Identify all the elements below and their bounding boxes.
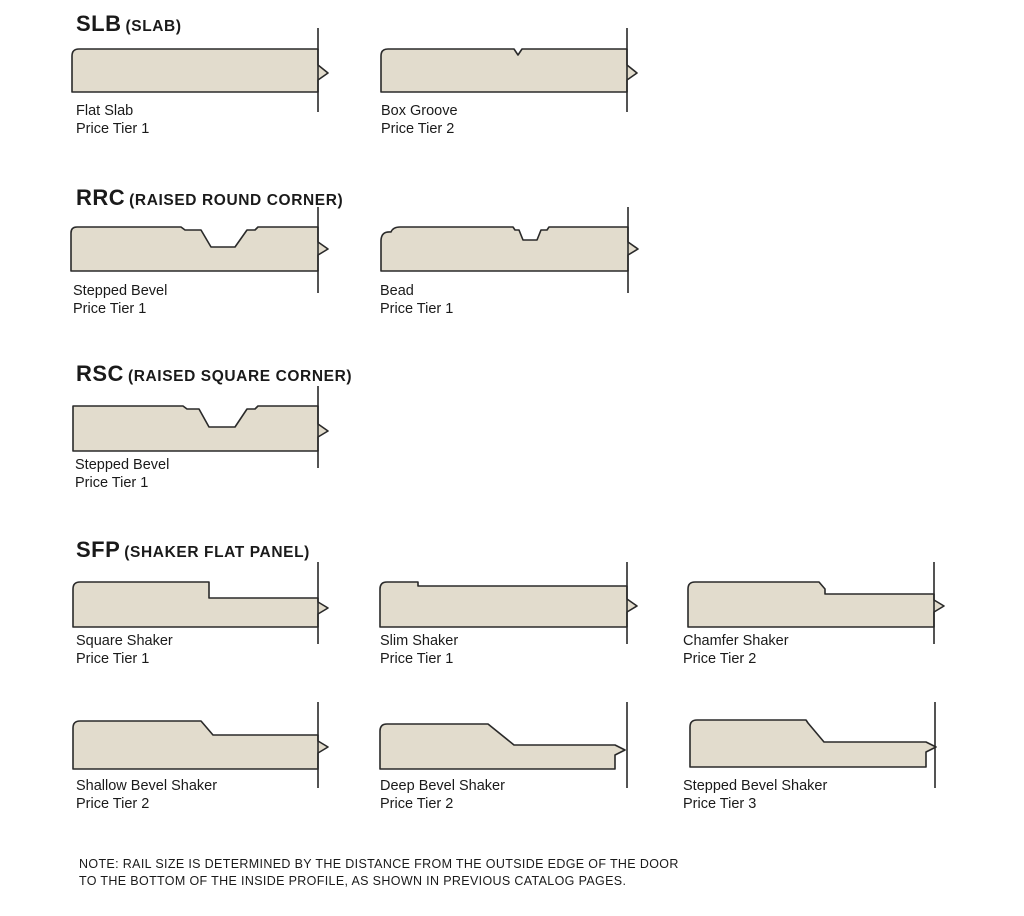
caption-slim-shaker — [380, 632, 458, 668]
price-tier: Price Tier 1 — [75, 475, 149, 491]
profile-name: Stepped Bevel — [73, 283, 168, 299]
box-groove-shape — [381, 49, 637, 92]
section-title-sfp — [76, 538, 310, 562]
profile-name: Slim Shaker — [380, 633, 459, 649]
square-shaker-shape — [73, 582, 328, 627]
price-tier: Price Tier 1 — [380, 651, 454, 667]
section-title-rsc — [76, 362, 352, 386]
footnote-line-2: TO THE BOTTOM OF THE INSIDE PROFILE, AS SHOWN IN PREVIOUS CATALOG PAGES. — [79, 874, 627, 888]
chamfer-shaker-shape — [688, 582, 944, 627]
profile-name: Chamfer Shaker — [683, 633, 789, 649]
profile-name: Deep Bevel Shaker — [380, 778, 505, 794]
price-tier: Price Tier 2 — [381, 121, 455, 137]
section-code: SLB — [76, 11, 122, 36]
box-groove-profile-drawing — [381, 28, 641, 98]
caption-flat-slab — [76, 102, 149, 138]
caption-deep-bevel-shaker — [380, 777, 505, 813]
profile-name: Bead — [380, 283, 414, 299]
profile-name: Square Shaker — [76, 633, 173, 649]
price-tier: Price Tier 1 — [380, 301, 454, 317]
section-code: RRC — [76, 185, 126, 210]
price-tier: Price Tier 2 — [683, 651, 757, 667]
caption-box-groove — [381, 102, 458, 138]
deep-bevel-shaker-shape — [380, 724, 625, 769]
rsc-stepped-bevel-shape — [73, 406, 328, 451]
slim-shaker-shape — [380, 582, 637, 627]
price-tier: Price Tier 2 — [380, 796, 454, 812]
section-name: (RAISED SQUARE CORNER) — [127, 368, 353, 385]
caption-rrc-stepped-bevel — [73, 282, 167, 318]
caption-rsc-stepped-bevel — [75, 456, 169, 492]
price-tier: Price Tier 2 — [76, 796, 150, 812]
profile-name: Flat Slab — [76, 103, 134, 119]
price-tier: Price Tier 1 — [76, 121, 150, 137]
price-tier: Price Tier 1 — [76, 651, 150, 667]
caption-chamfer-shaker — [683, 632, 789, 668]
caption-stepped-bevel-shaker — [683, 777, 827, 813]
section-name: (SLAB) — [125, 18, 182, 35]
shallow-bevel-shaker-shape — [73, 721, 328, 769]
rrc-stepped-bevel-shape — [71, 227, 328, 271]
caption-shallow-bevel-shaker — [76, 777, 217, 813]
price-tier: Price Tier 3 — [683, 796, 757, 812]
section-name: (SHAKER FLAT PANEL) — [124, 544, 310, 561]
section-code: SFP — [76, 537, 121, 562]
caption-bead — [380, 282, 453, 318]
price-tier: Price Tier 1 — [73, 301, 147, 317]
footnote-line-1: NOTE: RAIL SIZE IS DETERMINED BY THE DISTANCE FROM THE OUTSIDE EDGE OF THE DOOR — [79, 857, 679, 871]
footnote — [79, 856, 679, 890]
profile-name: Stepped Bevel Shaker — [683, 778, 828, 794]
caption-square-shaker — [76, 632, 173, 668]
section-code: RSC — [76, 361, 124, 386]
flat-slab-shape — [72, 49, 328, 92]
profile-name: Box Groove — [381, 103, 458, 119]
flat-slab-profile-drawing — [72, 28, 332, 98]
profile-name: Stepped Bevel — [75, 457, 170, 473]
section-name: (RAISED ROUND CORNER) — [129, 192, 344, 209]
profile-name: Shallow Bevel Shaker — [76, 778, 218, 794]
stepped-bevel-shaker-shape — [690, 720, 936, 767]
bead-shape — [381, 227, 638, 271]
